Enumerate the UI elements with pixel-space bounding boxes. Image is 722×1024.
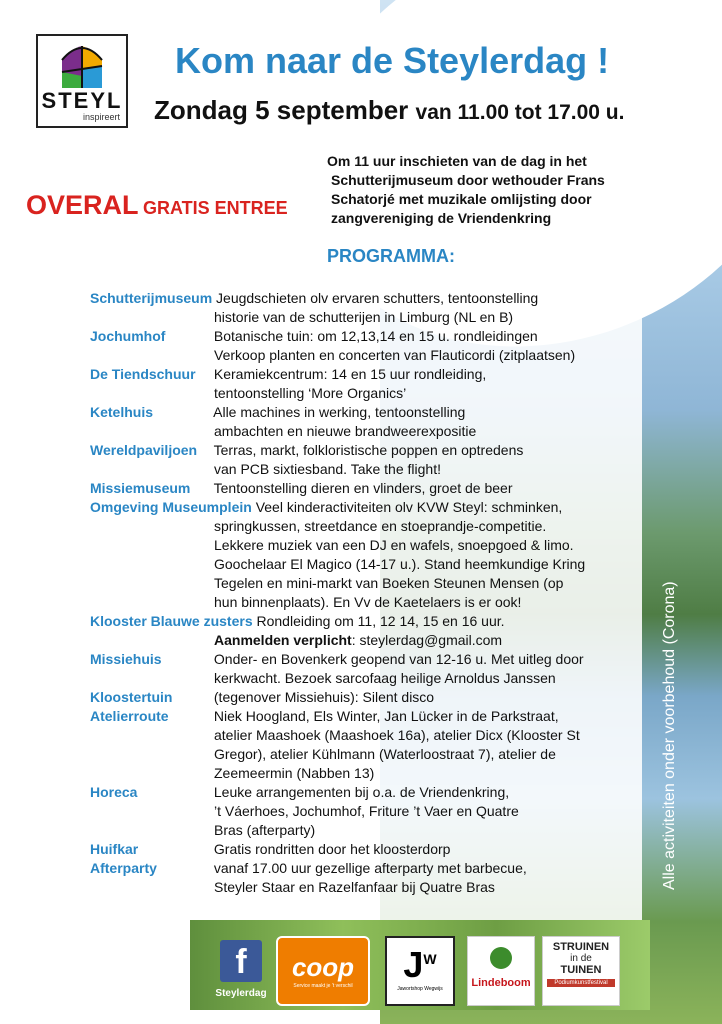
- jw-sub: Jawortshop Wegwijs: [397, 986, 443, 992]
- tree-icon: [490, 947, 512, 969]
- struinen-line-2: in de: [570, 953, 592, 964]
- program-line: Verkoop planten en concerten van Flauticordi (zitplaatsen): [214, 347, 576, 363]
- program-line: Zeemeermin (Nabben 13): [214, 765, 375, 781]
- program-row: [90, 441, 650, 479]
- program-row: [90, 783, 650, 840]
- program-line: [90, 479, 650, 498]
- steyl-logo: [36, 34, 128, 128]
- signup-email[interactable]: : steylerdag@gmail.com: [351, 632, 503, 648]
- program-line: [90, 859, 650, 878]
- program-row: [90, 479, 650, 498]
- program-row: [90, 612, 650, 650]
- church-window-icon: [58, 42, 106, 88]
- program-venue: Schutterijmuseum: [90, 290, 213, 306]
- program-venue: Huifkar: [90, 841, 139, 857]
- lindeboom-name: Lindeboom: [471, 977, 531, 989]
- program-line: kerkwacht. Bezoek sarcofaag heilige Arnoldus Janssen: [214, 670, 556, 686]
- intro-text: [327, 152, 657, 228]
- program-venue: De Tiendschuur: [90, 366, 196, 382]
- program-text: Keramiekcentrum: 14 en 15 uur rondleiding,: [213, 366, 487, 382]
- program-line: [90, 327, 650, 346]
- program-text: vanaf 17.00 uur gezellige afterparty met barbecue,: [213, 860, 527, 876]
- program-text: Gratis rondritten door het kloosterdorp: [213, 841, 451, 857]
- corona-disclaimer: Alle activiteiten onder voorbehoud (Corona): [661, 581, 678, 890]
- coop-name: coop: [291, 952, 355, 982]
- program-text: Tentoonstelling dieren en vlinders, groet de beer: [213, 480, 513, 496]
- jw-sup: W: [423, 951, 437, 967]
- gratis-entree-text: GRATIS ENTREE: [142, 198, 288, 218]
- program-row: [90, 650, 650, 688]
- program-venue: Kloostertuin: [90, 689, 173, 705]
- program-venue: Atelierroute: [90, 708, 169, 724]
- program-venue: Jochumhof: [90, 328, 166, 344]
- struinen-line-3: TUINEN: [560, 964, 602, 976]
- coop-sub: Service maakt je ’t verschil: [293, 983, 353, 989]
- program-line: historie van de schutterijen in Limburg (NL en B): [214, 309, 514, 325]
- struinen-line-1: STRUINEN: [552, 941, 610, 953]
- program-venue: Missiehuis: [90, 651, 162, 667]
- program-line: Lekkere muziek van een DJ en wafels, snoepgoed & limo.: [214, 537, 574, 553]
- intro-line: Schutterijmuseum door wethouder Frans: [331, 172, 605, 188]
- event-date: [154, 95, 624, 126]
- program-row: [90, 688, 650, 707]
- program-text: Niek Hoogland, Els Winter, Jan Lücker in de Parkstraat,: [213, 708, 559, 724]
- date-text: Zondag 5 september: [154, 95, 409, 125]
- program-line: Gregor), atelier Kühlmann (Waterloostraat 7), atelier de: [214, 746, 556, 762]
- program-line: ’t Váerhoes, Jochumhof, Friture ’t Vaer en Quatre: [214, 803, 519, 819]
- program-line: [90, 498, 650, 517]
- program-text: Rondleiding om 11, 12 14, 15 en 16 uur.: [256, 613, 505, 629]
- facebook-icon: f: [220, 940, 262, 982]
- intro-line: Om 11 uur inschieten van de dag in het: [327, 153, 587, 169]
- program-line: [90, 650, 650, 669]
- program-row: [90, 859, 650, 897]
- program-line: [90, 783, 650, 802]
- program-text: (tegenover Missiehuis): Silent disco: [213, 689, 435, 705]
- program-text: Veel kinderactiviteiten olv KVW Steyl: schminken,: [255, 499, 563, 515]
- intro-line: zangvereniging de Vriendenkring: [331, 210, 552, 226]
- lindeboom-logo: [467, 936, 535, 1006]
- program-venue: Omgeving Museumplein: [90, 499, 252, 515]
- program-line: van PCB sixtiesband. Take the flight!: [214, 461, 441, 477]
- program-row: [90, 840, 650, 859]
- program-row: [90, 365, 650, 403]
- program-row: [90, 327, 650, 365]
- program-venue: Afterparty: [90, 860, 157, 876]
- program-line: [90, 441, 650, 460]
- program-line: Bras (afterparty): [214, 822, 316, 838]
- program-line: [90, 365, 650, 384]
- jw-name: [387, 944, 453, 986]
- facebook-label: Steylerdag: [215, 988, 267, 999]
- program-text: Jeugdschieten olv ervaren schutters, tentoonstelling: [216, 290, 539, 306]
- program-row: [90, 289, 650, 327]
- program-text: Botanische tuin: om 12,13,14 en 15 u. rondleidingen: [213, 328, 538, 344]
- program-text: Terras, markt, folkloristische poppen en optredens: [213, 442, 524, 458]
- program-text: Alle machines in werking, tentoonstelling: [213, 404, 466, 420]
- program-line: [90, 612, 650, 631]
- jw-letter: J: [403, 944, 424, 985]
- program-line: [90, 403, 650, 422]
- facebook-sponsor[interactable]: [210, 936, 272, 1006]
- program-line: [90, 840, 650, 859]
- logo-word: STEYL: [41, 88, 123, 113]
- free-entry-banner: [26, 190, 288, 221]
- program-venue: Missiemuseum: [90, 480, 191, 496]
- program-line: [90, 631, 650, 650]
- logo-tagline: inspireert: [82, 112, 120, 122]
- program-list: [90, 289, 650, 897]
- program-line: [90, 707, 650, 726]
- program-line: tentoonstelling ‘More Organics’: [214, 385, 407, 401]
- coop-logo: [276, 936, 370, 1006]
- program-venue: Ketelhuis: [90, 404, 154, 420]
- program-line: springkussen, streetdance en stoeprandje-competitie.: [214, 518, 547, 534]
- signup-required: Aanmelden verplicht: [214, 632, 352, 648]
- program-text: Leuke arrangementen bij o.a. de Vriendenkring,: [213, 784, 510, 800]
- program-line: [90, 688, 650, 707]
- program-line: hun binnenplaats). En Vv de Kaetelaers is er ook!: [214, 594, 522, 610]
- program-text: Onder- en Bovenkerk geopend van 12-16 u. Met uitleg door: [213, 651, 584, 667]
- program-line: atelier Maashoek (Maashoek 16a), atelier Dicx (Klooster St: [214, 727, 580, 743]
- program-row: [90, 707, 650, 783]
- overal-text: OVERAL: [26, 190, 139, 220]
- program-line: Tegelen en mini-markt van Boeken Steunen Mensen (op: [214, 575, 564, 591]
- program-line: Goochelaar El Magico (14-17 u.). Stand heemkundige Kring: [214, 556, 586, 572]
- program-line: Steyler Staar en Razelfanfaar bij Quatre Bras: [214, 879, 495, 895]
- jw-logo: [385, 936, 455, 1006]
- program-line: [90, 289, 650, 308]
- program-venue: Wereldpaviljoen: [90, 442, 198, 458]
- time-text: van 11.00 tot 17.00 u.: [415, 101, 625, 124]
- program-row: [90, 498, 650, 612]
- program-venue: Horeca: [90, 784, 138, 800]
- program-row: [90, 403, 650, 441]
- intro-line: Schatorjé met muzikale omlijsting door: [331, 191, 592, 207]
- program-venue: Klooster Blauwe zusters: [90, 613, 253, 629]
- page-title: Kom naar de Steylerdag !: [175, 40, 610, 81]
- programma-heading: PROGRAMMA:: [327, 246, 455, 266]
- struinen-line-4: Podiumkunstfestival: [547, 979, 615, 987]
- program-line: ambachten en nieuwe brandweerexpositie: [214, 423, 477, 439]
- struinen-logo: [542, 936, 620, 1006]
